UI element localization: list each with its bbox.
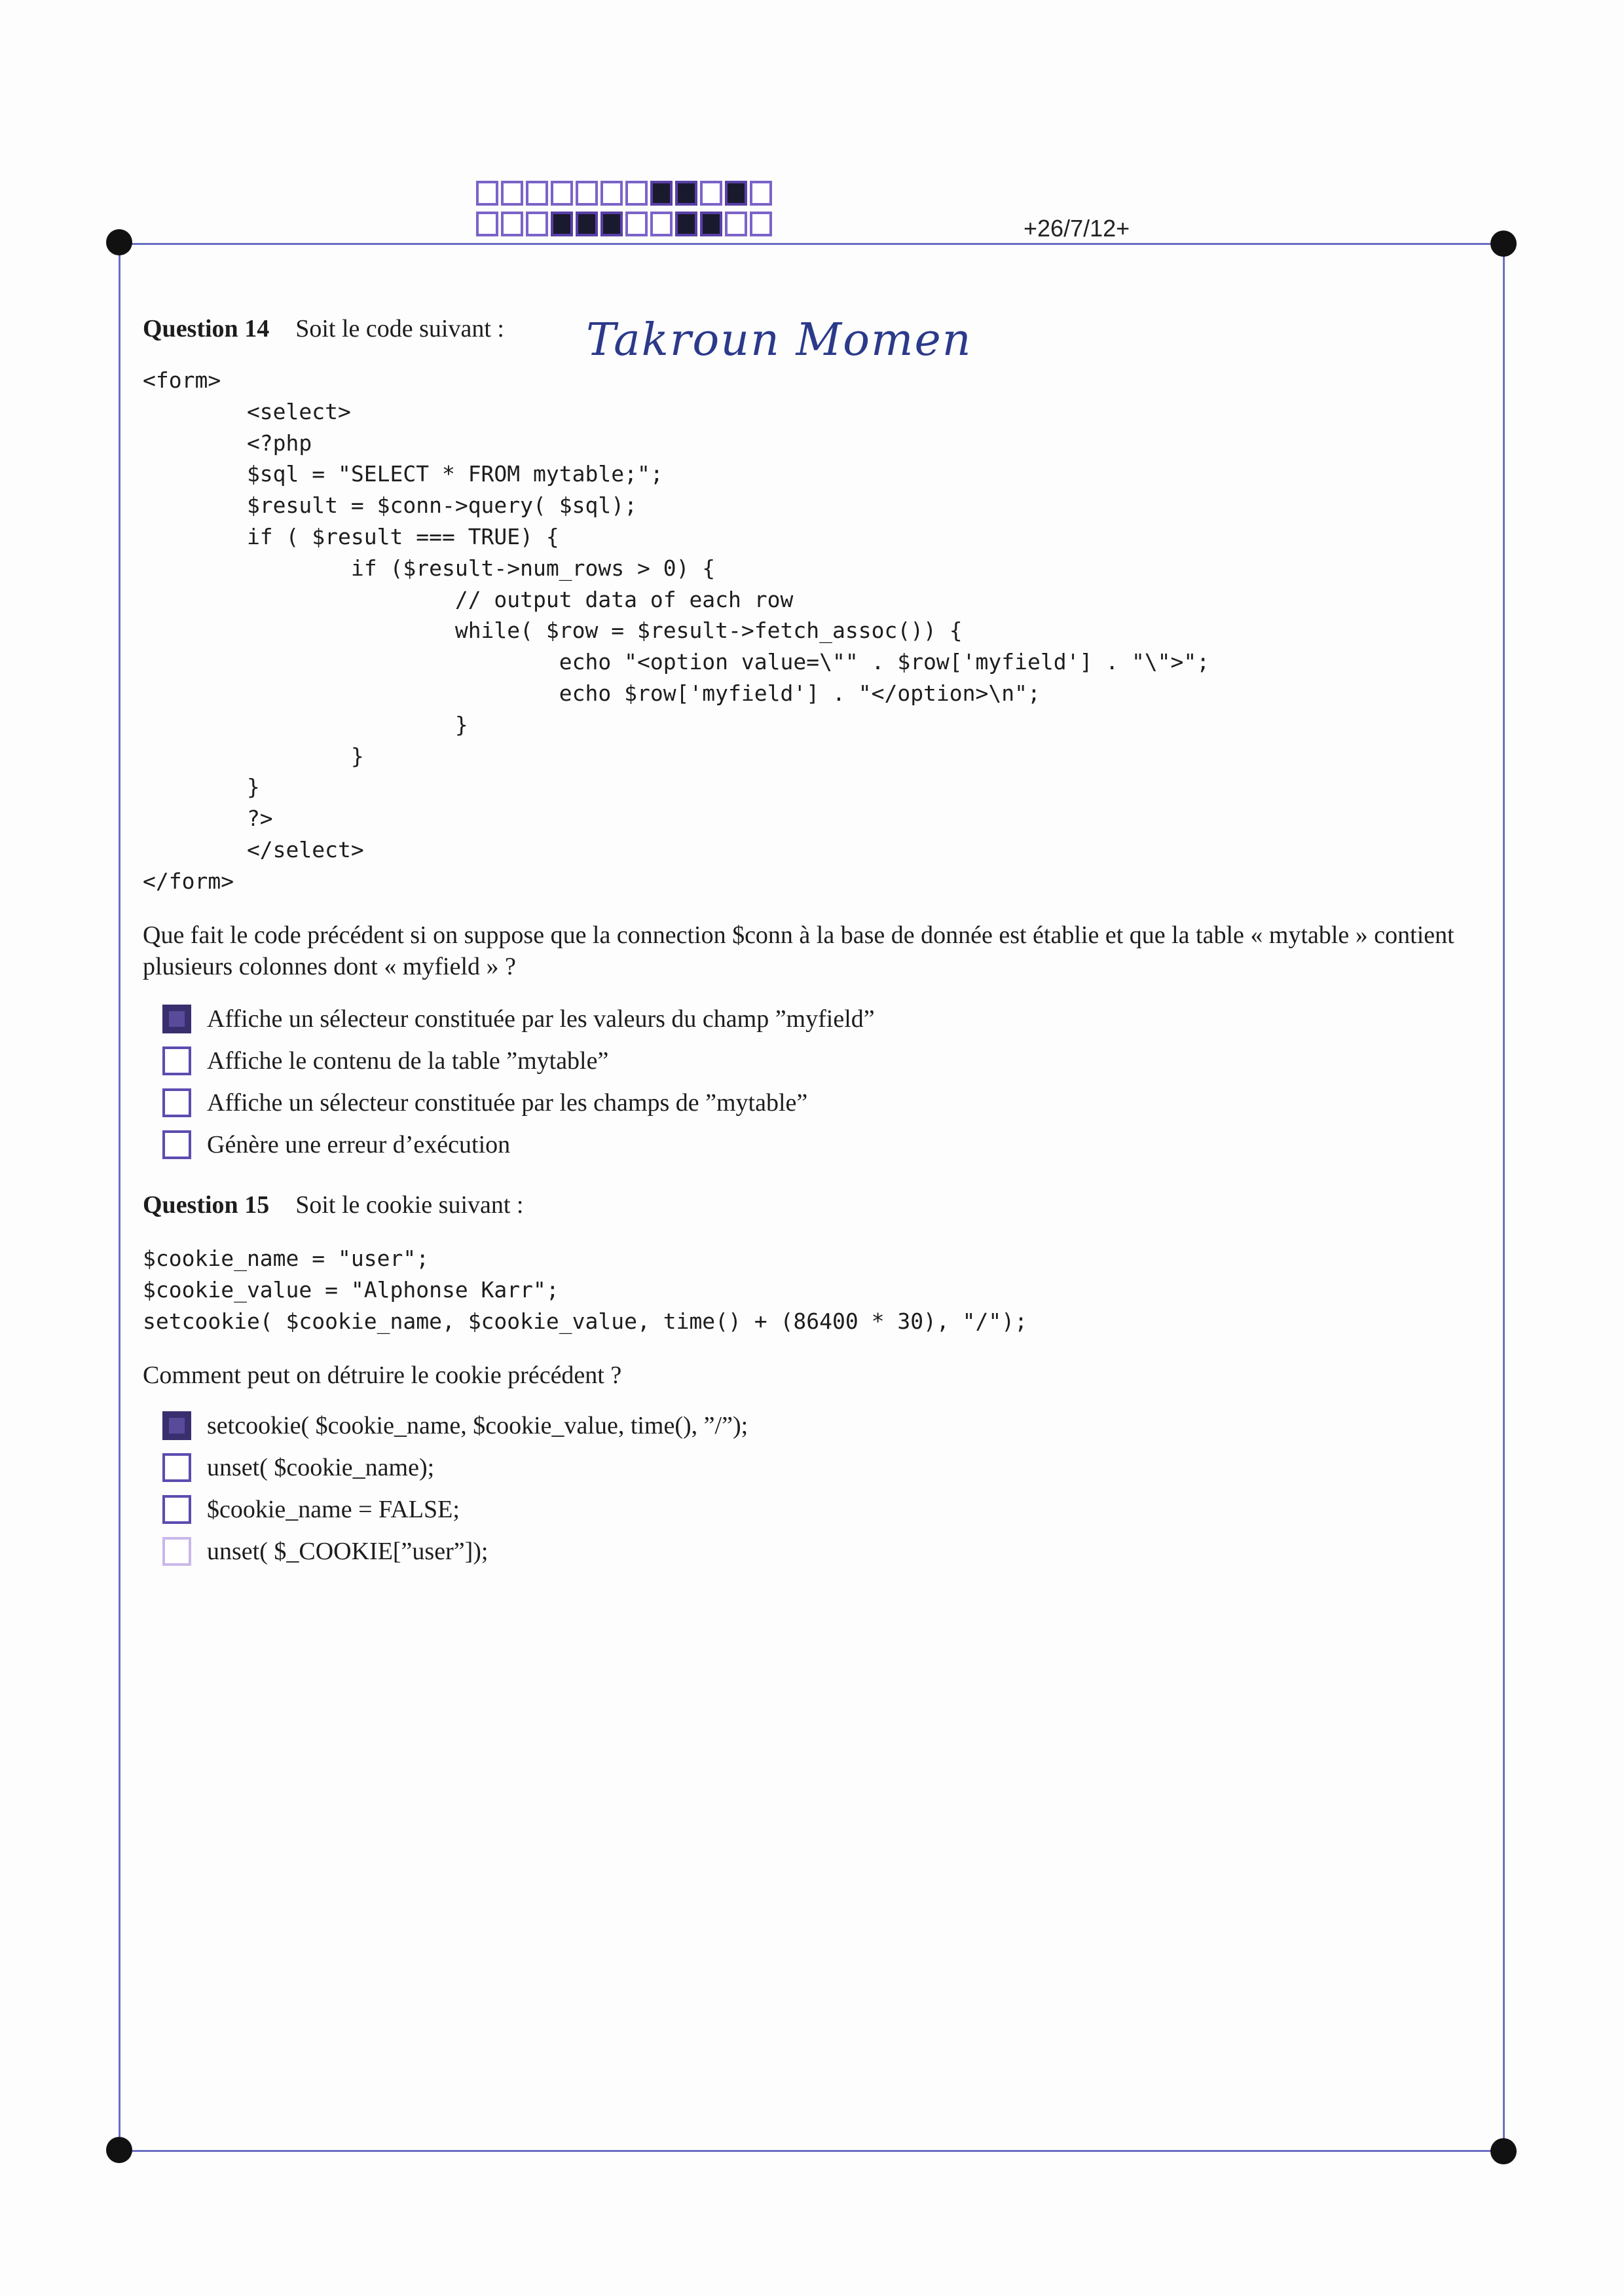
barcode-cell xyxy=(650,212,673,236)
question-14-intro: Soit le code suivant : xyxy=(295,315,504,343)
answer-checkbox[interactable] xyxy=(162,1005,191,1033)
answer-checkbox[interactable] xyxy=(162,1088,191,1117)
question-14-answers xyxy=(162,998,875,1166)
question-14-prompt: Que fait le code précédent si on suppose que la connection $conn à la base de donnée est établie et que la table « mytable » contient plusieurs colonnes dont « myfield » ? xyxy=(143,921,1454,980)
answer-checkbox[interactable] xyxy=(162,1453,191,1482)
question-15-header xyxy=(143,1191,524,1219)
barcode-cell xyxy=(725,212,747,236)
answer-label: Génère une erreur d’exécution xyxy=(207,1131,511,1158)
barcode-cell xyxy=(625,181,648,206)
barcode-cell xyxy=(526,181,548,206)
question-15-number: Question 15 xyxy=(143,1191,270,1219)
barcode-cell xyxy=(526,212,548,236)
answer-checkbox[interactable] xyxy=(162,1046,191,1075)
q14-answer-option[interactable] xyxy=(162,1082,875,1124)
q15-answer-option[interactable] xyxy=(162,1489,748,1530)
answer-label: Affiche le contenu de la table ”mytable” xyxy=(207,1047,609,1075)
frame-left-line xyxy=(119,243,120,2151)
barcode-cell xyxy=(551,181,573,206)
answer-checkbox[interactable] xyxy=(162,1495,191,1524)
barcode-cell xyxy=(576,212,598,236)
q15-answer-option[interactable] xyxy=(162,1405,748,1447)
question-15-prompt: Comment peut on détruire le cookie précédent ? xyxy=(143,1361,622,1389)
page-barcode-row-1 xyxy=(476,181,772,206)
barcode-cell xyxy=(501,181,523,206)
barcode-cell xyxy=(600,212,623,236)
barcode-cell xyxy=(650,181,673,206)
corner-mark-bottom-right xyxy=(1490,2138,1517,2164)
barcode-cell xyxy=(501,212,523,236)
barcode-cell xyxy=(476,212,498,236)
q14-answer-option[interactable] xyxy=(162,1040,875,1082)
frame-bottom-line xyxy=(119,2150,1505,2152)
barcode-cell xyxy=(725,181,747,206)
answer-label: setcookie( $cookie_name, $cookie_value, time(), ”/”); xyxy=(207,1412,748,1439)
answer-checkbox[interactable] xyxy=(162,1537,191,1566)
frame-top-line xyxy=(119,243,1505,245)
answer-checkbox[interactable] xyxy=(162,1411,191,1440)
answer-label: unset( $cookie_name); xyxy=(207,1454,435,1481)
q14-answer-option[interactable] xyxy=(162,1124,875,1166)
answer-label: Affiche un sélecteur constituée par les champs de ”mytable” xyxy=(207,1089,808,1117)
page-barcode-row-2 xyxy=(476,212,772,236)
answer-label: unset( $_COOKIE[”user”]); xyxy=(207,1538,489,1565)
answer-checkbox[interactable] xyxy=(162,1130,191,1159)
corner-mark-top-right xyxy=(1490,231,1517,257)
handwritten-name: Takroun Momen xyxy=(586,314,972,366)
corner-mark-bottom-left xyxy=(106,2137,132,2163)
page-identifier: +26/7/12+ xyxy=(1024,215,1130,242)
question-15-intro: Soit le cookie suivant : xyxy=(295,1191,524,1219)
barcode-cell xyxy=(476,181,498,206)
frame-right-line xyxy=(1503,243,1505,2151)
barcode-cell xyxy=(576,181,598,206)
answer-label: Affiche un sélecteur constituée par les valeurs du champ ”myfield” xyxy=(207,1005,875,1033)
barcode-cell xyxy=(700,212,722,236)
corner-mark-top-left xyxy=(106,229,132,255)
question-14-header xyxy=(143,314,504,343)
q15-answer-option[interactable] xyxy=(162,1530,748,1572)
question-14-number: Question 14 xyxy=(143,315,270,343)
barcode-cell xyxy=(750,181,772,206)
barcode-cell xyxy=(700,181,722,206)
barcode-cell xyxy=(675,181,697,206)
question-15-answers xyxy=(162,1405,748,1572)
q14-answer-option[interactable] xyxy=(162,998,875,1040)
answer-label: $cookie_name = FALSE; xyxy=(207,1496,460,1523)
barcode-cell xyxy=(551,212,573,236)
barcode-cell xyxy=(750,212,772,236)
barcode-cell xyxy=(675,212,697,236)
q15-answer-option[interactable] xyxy=(162,1447,748,1489)
question-15-code: $cookie_name = "user"; $cookie_value = "Alphonse Karr"; setcookie( $cookie_name, $cookie_value, time() + (86400 * 30), "/"); xyxy=(143,1246,1028,1334)
question-14-code: <form> <select> <?php $sql = "SELECT * FROM mytable;"; $result = $conn->query( $sql); if ( $result === TRUE) { if ($result->num_rows > 0) { // output data of each row while( $row = $result->fetch_assoc()) { echo "<option value=\"" . $row['myfield'] . "\">"; echo $row['myfield'] . "</option>\n"; } } } ?> </select> </form> xyxy=(143,367,1210,894)
barcode-cell xyxy=(625,212,648,236)
barcode-cell xyxy=(600,181,623,206)
